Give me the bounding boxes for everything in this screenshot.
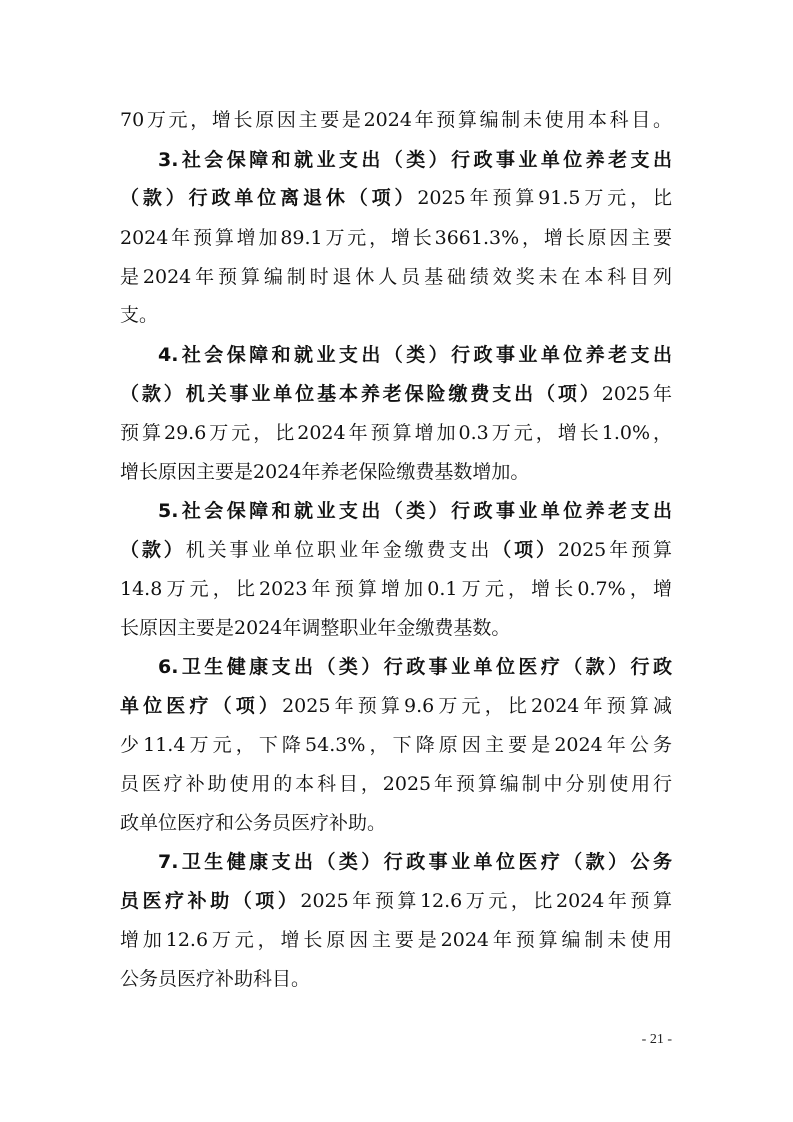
section-heading: 6.卫生健康支出（类）行政事业单位医疗（款）行政 <box>158 656 672 678</box>
text-line: （款）机关事业单位职业年金缴费支出（项）2025年预算 <box>120 539 672 561</box>
text-line: 少11.4万元，下降54.3%，下降原因主要是2024年公务 <box>120 734 672 756</box>
section-heading: 3.社会保障和就业支出（类）行政事业单位养老支出 <box>158 149 672 171</box>
text-line: 公务员医疗补助科目。 <box>120 968 311 990</box>
text-line: 单位医疗（项）2025年预算9.6万元，比2024年预算减 <box>120 695 672 717</box>
text-line: 增长原因主要是2024年养老保险缴费基数增加。 <box>120 461 530 483</box>
text-line: 支。 <box>120 304 159 326</box>
section-heading: 4.社会保障和就业支出（类）行政事业单位养老支出 <box>158 344 672 366</box>
section-heading: 7.卫生健康支出（类）行政事业单位医疗（款）公务 <box>158 851 672 873</box>
text-line: 预算29.6万元，比2024年预算增加0.3万元，增长1.0%， <box>120 422 672 444</box>
text-line: 70万元，增长原因主要是2024年预算编制未使用本科目。 <box>120 109 672 131</box>
text-line: （款）行政单位离退休（项）2025年预算91.5万元，比 <box>120 187 672 209</box>
text-line: （款）机关事业单位基本养老保险缴费支出（项）2025年 <box>120 383 672 405</box>
page-number: - 21 - <box>641 1032 672 1047</box>
section-heading: 5.社会保障和就业支出（类）行政事业单位养老支出 <box>158 500 672 522</box>
text-line: 增加12.6万元，增长原因主要是2024年预算编制未使用 <box>120 929 672 951</box>
text-line: 是2024年预算编制时退休人员基础绩效奖未在本科目列 <box>120 266 672 288</box>
text-line: 14.8万元，比2023年预算增加0.1万元，增长0.7%，增 <box>120 578 672 600</box>
text-line: 政单位医疗和公务员医疗补助。 <box>120 812 387 834</box>
text-line: 2024年预算增加89.1万元，增长3661.3%，增长原因主要 <box>120 227 672 249</box>
text-line: 员医疗补助使用的本科目，2025年预算编制中分别使用行 <box>120 773 672 795</box>
text-line: 员医疗补助（项）2025年预算12.6万元，比2024年预算 <box>120 890 672 912</box>
text-line: 长原因主要是2024年调整职业年金缴费基数。 <box>120 617 511 639</box>
